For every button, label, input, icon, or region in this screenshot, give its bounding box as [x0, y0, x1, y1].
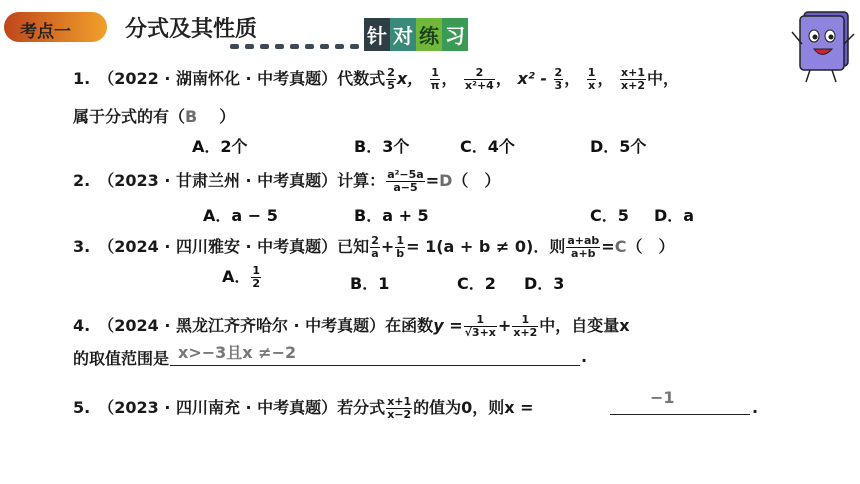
q2-option-b[interactable]: B．a + 5	[354, 206, 429, 225]
question-4	[73, 313, 630, 339]
q1-stem: 1. （2022 · 湖南怀化 · 中考真题）代数式	[73, 69, 386, 88]
question-5	[73, 395, 534, 421]
banner-char-1: 针	[364, 18, 390, 51]
question-3	[73, 234, 674, 260]
q3-option-c[interactable]: C．2	[457, 274, 496, 293]
q1-comma-4: ，	[564, 69, 581, 88]
q1-fraction-5: $\frac{1}{x}$	[587, 66, 596, 92]
q1-option-d[interactable]: D．5个	[590, 137, 647, 156]
practice-banner	[364, 18, 468, 51]
q5-fraction: $\frac{x+1}{x-2}$	[387, 395, 412, 421]
q3-fraction-2: $\frac{1}{b}$	[396, 234, 405, 260]
q3-plus: +	[380, 237, 395, 256]
q4-plus: +	[497, 316, 512, 335]
banner-char-3: 练	[416, 18, 442, 51]
q5-end: .	[752, 398, 759, 417]
q3-stem: 3. （2024 · 四川雅安 · 中考真题）已知	[73, 237, 370, 256]
q3-condition: = 1(a + b ≠ 0)．则	[406, 237, 566, 256]
q2-option-d[interactable]: D．a	[654, 206, 695, 225]
q3-option-d[interactable]: D．3	[524, 274, 565, 293]
q4-fraction-2: $\frac{1}{x+2}$	[513, 313, 538, 339]
q2-stem: 2. （2023 · 甘肃兰州 · 中考真题）计算：	[73, 171, 386, 190]
q2-close: （ ）	[452, 171, 501, 190]
q1-x2: x² -	[517, 69, 553, 88]
q1-answer: B	[185, 107, 198, 126]
q4-fraction-1: $\frac{1}{√3+x}$	[464, 313, 496, 339]
banner-char-4: 习	[442, 18, 468, 51]
q1-option-b[interactable]: B．3个	[354, 137, 410, 156]
q3-answer: C	[614, 237, 627, 256]
q5-tail: 的值为0，则x =	[413, 398, 534, 417]
topic-label: 考点一	[20, 22, 71, 42]
q3-close: （ ）	[626, 237, 675, 256]
q1-fraction-3: $\frac{2}{\text{x²+4}}$	[465, 66, 494, 92]
q1-fraction-6: $\frac{x+1}{x+2}$	[621, 66, 646, 92]
question-1	[73, 66, 679, 92]
q1-line2: 属于分式的有（	[73, 107, 186, 126]
q2-equals: =	[425, 171, 440, 190]
q4-tail: 中，自变量x	[539, 316, 630, 335]
q2-fraction: $\frac{\text{a²−5a}}{a-5}$	[387, 168, 424, 194]
q2-answer: D	[439, 171, 453, 190]
question-2	[73, 168, 500, 194]
q1-option-c[interactable]: C．4个	[460, 137, 515, 156]
book-mascot-icon	[790, 4, 858, 84]
banner-char-2: 对	[390, 18, 416, 51]
q1-close: ）	[219, 107, 236, 126]
q1-fraction-2: $\frac{1}{\pi}$	[430, 66, 440, 92]
q5-answer: −1	[650, 388, 675, 407]
q4-y: y =	[433, 316, 463, 335]
q1-comma-2: ，	[441, 69, 458, 88]
q3-fraction-3: $\frac{a+ab}{a+b}$	[567, 234, 600, 260]
q4-stem: 4. （2024 · 黑龙江齐齐哈尔 · 中考真题）在函数	[73, 316, 434, 335]
title-underline-dots	[230, 44, 374, 49]
q1-option-a[interactable]: A．2个	[192, 137, 248, 156]
q2-option-c[interactable]: C．5	[590, 206, 629, 225]
q3-equals: =	[601, 237, 615, 256]
q4-answer-line	[170, 365, 580, 366]
q1-x1: x，	[396, 69, 424, 88]
q4-end: .	[581, 347, 588, 366]
q1-fraction-4: $\frac{2}{3}$	[554, 66, 563, 92]
q3-option-a[interactable]: A． $\frac{1}{2}$	[222, 264, 261, 290]
q2-option-a[interactable]: A．a − 5	[203, 206, 278, 225]
question-1-line-2	[73, 104, 235, 127]
q3-option-b[interactable]: B．1	[350, 274, 390, 293]
q3-fraction-1: $\frac{2}{a}$	[371, 234, 379, 260]
q4-answer: x>−3且x ≠−2	[178, 343, 297, 362]
q1-fraction-1: $\frac{2}{5}$	[387, 66, 395, 92]
q5-answer-line	[610, 414, 750, 415]
q4-line-2: 的取值范围是	[73, 349, 170, 368]
q1-tail: 中，	[647, 69, 680, 88]
q1-comma-3: ，	[495, 69, 512, 88]
q5-stem: 5. （2023 · 四川南充 · 中考真题）若分式	[73, 398, 386, 417]
page-title: 分式及其性质	[125, 17, 258, 42]
q1-comma-5: ，	[597, 69, 614, 88]
